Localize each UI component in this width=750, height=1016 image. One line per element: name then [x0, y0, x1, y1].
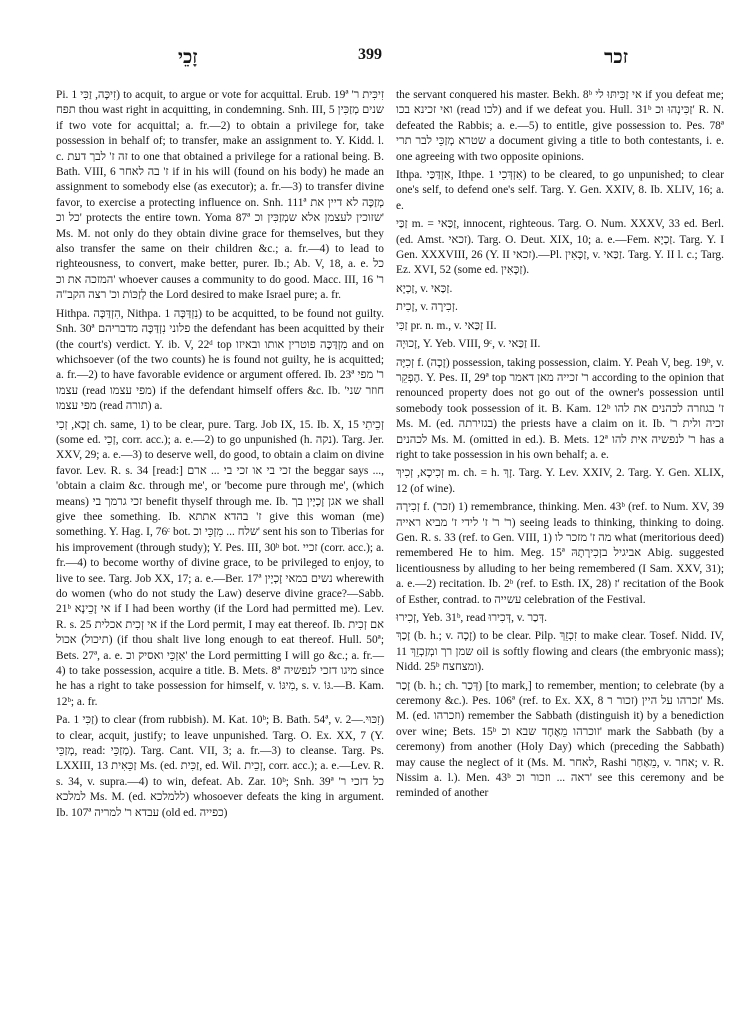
entry-paragraph: Pi. זִיכָּה, זַכִּי 1) to acquit, to argue or vote for acquittal. Erub. 19ª זִיכִּית ר' תפח thou wast right in acquitting, in condemning. Snh. III, 5 שנים מְזַכִּין if two vote for acquittal; a. fr.—2) to obtain a privilege for, take possession in behalf of; to transfer, make an assignment to. Y. Kidd. l. c. זה ז' לבך דעת to one that obtained a privilege for a rational being. B. Bath. VIII, 6 ז' בה לאחר if in his will (found on his body) he made an assignment to somebody else (as executor); a. fr.—3) to transfer divine favor, to exercise a protecting influence on. Snh. 111ª מְזַכָּה לא דיין את כל וכ' protects the entire town. Yoma 87ª שזוכין לעצמן אלא שמְזַכִּין וכ' Ms. M. not only do they obtain divine grace for themselves, but they also transfer the same on their children &c.; a. fr.—4) to lead to righteousness, to convert, make better, purer. Ib.; Ab. V, 18, a. e. כל המזכה את וכ' whoever causes a community to do good. Macc. III, 16 ר' לְזַכּוֹת וכ' רצה הקב"ה the Lord desired to make Israel pure; a. fr.: [56, 89, 384, 302]
entry-paragraph: זְכִירוּ, Yeb. 31ᵇ, read דְּכִירוּ, v. דְּכַר.: [396, 612, 547, 624]
entry-paragraph: זַכְיָא, v. זַכַּאי.: [396, 282, 453, 295]
entry-paragraph: זָכַךְ (b. h.; v. זָכָה) to be clear. Pilp. זִכְזֵךְ to make clear. Tosef. Nidd. IV, 11 שמן רך ומְזַכְזֵךְ oil is softly flowing and clears (the embryonic mass); Nidd. 25ᵇ ומצחצח).: [396, 630, 724, 674]
entry-paragraph: the servant conquered his master. Bekh. 8ᵇ אי זַכִּיתּוּ לי if you defeat me; ואי זכינא בכו (read לכו) and if we defeat you. Hull. 31ᵇ זַכִּינְהוּ וכ' R. N. defeated the Rabbis; a. e.—5) to entitle, give possession to. Pes. 78ª שטרא מְזַכֵּי לבר תרי a document giving a title to both contestants, i. e. one agreeing with two opposite opinions.: [396, 89, 724, 163]
entry-paragraph: זַכַּי m. = זַכַּאי, innocent, righteous. Targ. O. Num. XXXV, 33 ed. Berl. (ed. Amst. זכאי). Targ. O. Deut. XIX, 10; a. e.—Fem. זַכְיָא. Targ. Y. I Gen. XXXVIII, 26 (Y. II זכאי).—Pl. זַכָּאִין, v. זַכַּאי. Targ. Y. II l. c.; Targ. Ez. XVI, 52 (some ed. זַכָּאִין).: [396, 218, 724, 277]
left-column: [56, 88, 384, 821]
entry-paragraph: זָכָא, זְכִי ch. same, 1) to be clear, pure. Targ. Job IX, 15. Ib. X, 15 זְכֵיתִי (some ed. זְכֵי, corr. acc.); a. e.—2) to go unpunished (h. נקה). Targ. Jer. XXV, 29; a. e.—3) to deserve well, do good, to obtain a claim on divine favor. Lev. R. s. 34 [read:] זכי בי או זכי בי ... ארם the beggar says ..., 'obtain a claim &c. through me', or 'become pure through me', (which means) זכי גרמך בי benefit thyself through me. Ib. אגן זָכְיָין בך we shall give thee something. Ib. ז' בהדא אתתא give this woman (me) something. Y. Hag. I, 76ᶜ bot. שלח ... מִזְכֵּי וכ' sent his son to Tiberias for his improvement (through study); Y. Pes. III, 30ᵇ bot. זכיי (corr. acc.); a. fr.—4) to become worthy of divine grace, to be privileged to enjoy, to live to see. Targ. Job XX, 17; a. e.—Ber. 17ª נשים במאי זָכְיָין wherewith do women (who do not study the Law) deserve divine grace?—Sabb. 21ᵇ אי זָכֵינָא if I had been worthy (if the Lord had permitted me). Lev. R. s. 25 אי זְכִית אכלית if the Lord permit, I may eat thereof. Ib. אם זְכִית (תיכול) אכול (if thou shalt live long enough to eat thereof. Hull. 50ª; Bets. 27ª, a. e. אִזְכֵּי ואסיק וכ' the Lord permitting I will go &c.; a. fr.—4) to take possession, acquire a title. B. Mets. 8ª מיגו דזכי לנפשיה since he has a right to take possession for himself, v. מִיגּוֹ, s. v. גּוֹ.—B. Kam. 12ᵇ; a. fr.: [56, 418, 385, 708]
entry-paragraph: זָכַר (b. h.; ch. דְּכַר) [to mark,] to remember, mention; to celebrate (by a ceremony &c.). Pes. 106ª (ref. to Ex. XX, 8 זכרהו על היין (זכור ר' Ms. M. (ed. וזכרהו) remember the Sabbath (distinguish it) by a benediction over wine; Bets. 15ᵇ זוכרהו מֵאֶחָד שבא וכ' mark the Sabbath (by a ceremony) from another (Holy Day) which (preceding the Sabbath) may cause the neglect of it (Ms. M. לאחר, Rashi מֵאַחַר, v. אחר; v. R. Nissim a. l.). Men. 43ᵇ ראה ... וזכור וכ' see this ceremony and be reminded of another: [396, 679, 725, 800]
entry-paragraph: Pa. זַכִּי 1) to clear (from rubbish). M. Kat. 10ᵇ; B. Bath. 54ª, v. זִכּוּי.—2) to clear, acquit, justify; to leave unpunished. Targ. O. Ex. XX, 7 (Y. מְזַכֵּי, read: מְזַכֵּי). Targ. Cant. VII, 3; a. fr.—3) to cleanse. Targ. Ps. LXXIII, 13 זַכֵּאִית Ms. (ed. זַכִּית, ed. Wil. זְכֵית, corr. acc.); a. e.—Lev. R. s. 34, v. supra.—4) to win, defeat. Ab. Zar. 10ᵇ; Snh. 39ª כל דזכי ר' למלכא Ms. M. (ed. ללמלכא) whosoever defeats the king in argument. Ib. 107ª עבדא ר' למריה (old ed. כפייה): [56, 714, 384, 819]
entry-paragraph: זָכִית, v. זְכִירָה.: [396, 301, 458, 314]
header-right-word: זכר: [604, 46, 628, 68]
entry-paragraph: זְכִירָה f. (זכר) 1) remembrance, thinking. Men. 43ᵇ (ref. to Num. XV, 39 ר' ר' ז' לידי ז' מביא ראייה) seeing leads to thinking, thinking to doing. Gen. R. s. 33 (ref. to Gen. VIII, 1) מה ז' מזכר לו what (meritorious deed) remembered He to him. Meg. 15ª אביגיל בזְכִירָתָהּ Abig. suggested licentiousness by alluding to her being remembered (I Sam. XXV, 31); a. e.—2) recitation. Ib. 2ᵇ (ref. to Esth. IX, 28) ז' recitation of the Book of Esther, contrad. to עשייה celebration of the Festival.: [396, 501, 724, 606]
page-number: 399: [358, 46, 382, 63]
header-left-word: זָכֵי: [178, 46, 198, 68]
entry-paragraph: זַכִּי pr. n. m., v. זַכַּאי II.: [396, 319, 497, 332]
entry-paragraph: Hithpa. הִזְדַּכָּה, Nithpa. נִזְדַּכָּה 1) to be acquitted, to be found not guilty. Snh. 30ª פלוני נִזְדַּכָּה מדבריהם the defendant has been acquitted by their (the court's) verdict. Y. ib. V, 22ᵈ top מִזְדַּכֶּה פוטרין אותו ובאיזו and on whichsoever (of the two counts) he is found not guilty, he is acquitted; a. fr.—2) to have favorable evidence or argument offered. Ib. 23ª ר' מפי עצמו (read מפי עצמו) if the defendant himself offers &c. Ib. חוזר שני' מפי עצמו (read תורה) a.: [56, 307, 385, 413]
running-head: [58, 44, 700, 74]
entry-paragraph: זָכוּיָה, Y. Yeb. VIII, 9ᶜ, v. זַכַּאי II.: [396, 338, 541, 351]
entry-paragraph: זְכִיכָא, זְכִיךְ m. ch. = h. זָךְ. Targ. Y. Lev. XXIV, 2. Targ. Y. Gen. XLIX, 12 (of wine).: [396, 467, 725, 495]
entry-paragraph: זְכִיָּה f. (זָכָה) possession, taking possession, claim. Y. Peah V, beg. 19ᵇ, v. הֶפְקֵר. Y. Pes. II, 29ª top ר' זכייה מאן דאמר according to the opinion that renounced property does not go out of the owner's possession until somebody took possession of it. B. Kam. 12ᵇ ז' בגוזרה לכהנים את להו Ms. M. (ed. בגזירתה) the priests have a claim on it. Ib. זכיה ולית ר' לכהנים Ms. M. (omitted in ed.). B. Mets. 12ª ר' לנפשיה אית להו has a right to take possession in his own behalf; a. e.: [396, 356, 725, 461]
entry-paragraph: Ithpa. אִזְדַּכַּי, Ithpe. אִזְדְּכִי 1) to be cleared, to go unpunished; to clear one's self, to defend one's self. Targ. Y. Gen. XXIV, 8. Ib. XLIV, 16; a. e.: [396, 169, 724, 212]
right-column: [396, 88, 724, 802]
